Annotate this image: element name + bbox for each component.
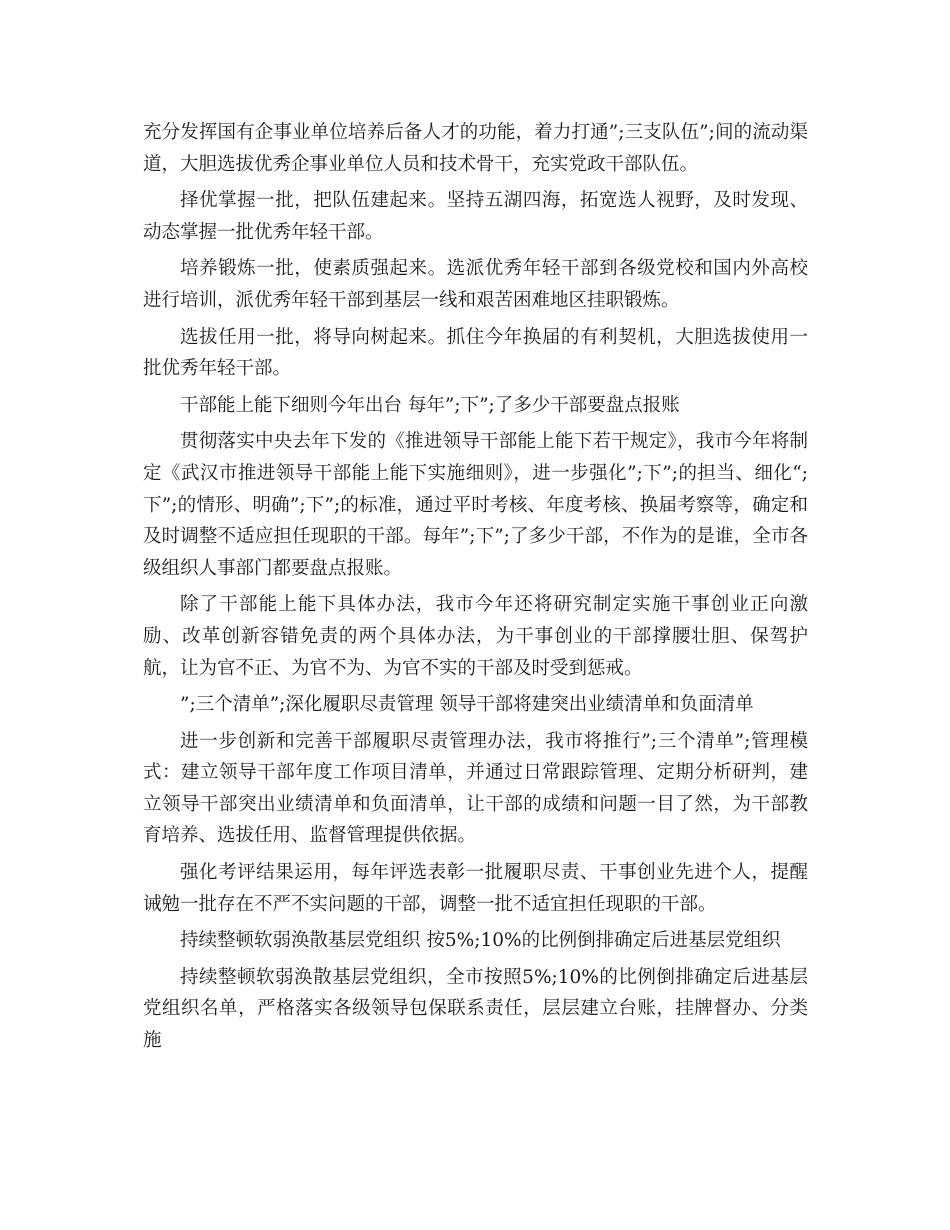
paragraph: 充分发挥国有企事业单位培养后备人才的功能，着力打通”;三支队伍”;间的流动渠道，大胆选拔优秀企事业单位人员和技术骨干，充实党政干部队伍。 (143, 122, 808, 175)
section-heading: 干部能上能下细则今年出台 每年”;下”;了多少干部要盘点报账 (180, 394, 680, 416)
paragraph: 选拔任用一批，将导向树起来。抓住今年换届的有利契机，大胆选拔使用一批优秀年轻干部。 (143, 326, 808, 380)
paragraph: 贯彻落实中央去年下发的《推进领导干部能上能下若干规定》，我市今年将制定《武汉市推进领导干部能上能下实施细则》，进一步强化”;下”;的担当、细化“;下”;的情形、明确”;下”;的标准，通过平时考核、年度考核、换届考察等，确定和及时调整不适应担任现职的干部。每年”;下”;了多少干部，不作为的是谁，全市各级组织人事部门都要盘点报账。 (143, 431, 808, 579)
paragraph: 强化考评结果运用，每年评选表彰一批履职尽责、干事创业先进个人，提醒诫勉一批存在不严不实问题的干部，调整一批不适宜担任现职的干部。 (143, 862, 808, 915)
paragraph: 培养锻炼一批，使素质强起来。选派优秀年轻干部到各级党校和国内外高校进行培训，派优秀年轻干部到基层一线和艰苦困难地区挂职锻炼。 (143, 258, 808, 311)
section-heading: 持续整顿软弱涣散基层党组织 按5%;10%的比例倒排确定后进基层党组织 (180, 930, 781, 952)
paragraph: 持续整顿软弱涣散基层党组织，全市按照5%;10%的比例倒排确定后进基层党组织名单，严格落实各级领导包保联系责任，层层建立台账，挂牌督办、分类施 (143, 966, 808, 1052)
paragraph: 进一步创新和完善干部履职尽责管理办法，我市将推行”;三个清单”;管理模式：建立领导干部年度工作项目清单，并通过日常跟踪管理、定期分析研判，建立领导干部突出业绩清单和负面清单，让干部的成绩和问题一目了然，为干部教育培养、选拔任用、监督管理提供依据。 (143, 730, 808, 847)
document-body (143, 117, 808, 1062)
section-heading: ”;三个清单”;深化履职尽责管理 领导干部将建突出业绩清单和负面清单 (180, 694, 754, 716)
paragraph: 择优掌握一批，把队伍建起来。坚持五湖四海，拓宽选人视野，及时发现、动态掌握一批优秀年轻干部。 (143, 190, 808, 243)
paragraph: 除了干部能上能下具体办法，我市今年还将研究制定实施干事创业正向激励、改革创新容错免责的两个具体办法，为干事创业的干部撑腰壮胆、保驾护航，让为官不正、为官不为、为官不实的干部及时受到惩戒。 (143, 594, 808, 679)
